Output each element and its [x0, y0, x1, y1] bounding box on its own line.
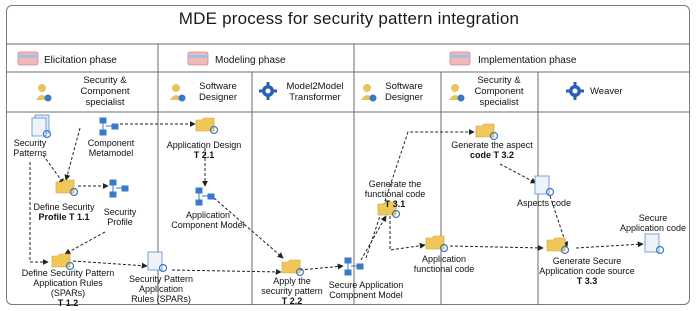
- node-line: Application code: [620, 223, 687, 233]
- node-line: Secure Application: [328, 280, 404, 290]
- role-line: specialist: [479, 97, 519, 108]
- node-application-functional-code: [412, 254, 476, 274]
- node-line: Application: [185, 210, 231, 220]
- node-generate-functional-code: [358, 179, 432, 209]
- role-model2model-transformer: [278, 81, 352, 103]
- phase-implementation: Implementation phase: [478, 55, 577, 66]
- role-line: Security &: [83, 75, 127, 86]
- node-line: Rules (SPARs): [131, 294, 191, 304]
- node-line: Metamodel: [88, 148, 134, 158]
- phase-elicitation: Elicitation phase: [44, 55, 117, 66]
- node-line: Security Pattern: [128, 274, 194, 284]
- role-line: Component: [474, 86, 524, 97]
- node-application-design: [164, 140, 244, 160]
- role-weaver: Weaver: [590, 86, 623, 97]
- role-line: Software: [199, 81, 237, 92]
- node-line: Component Model: [329, 290, 403, 300]
- node-spars: [124, 274, 198, 304]
- phase-modeling: Modeling phase: [215, 55, 286, 66]
- role-line: specialist: [85, 97, 125, 108]
- node-line: (SPARs): [50, 288, 86, 298]
- node-line: Define Security: [33, 202, 95, 212]
- node-line: Define Security Pattern: [21, 268, 115, 278]
- role-security-component-specialist-2: [464, 75, 534, 108]
- node-line: Component: [87, 138, 135, 148]
- role-software-designer-2: [376, 81, 432, 103]
- node-application-component-model: [168, 210, 248, 230]
- task-id: T 2.2: [281, 296, 303, 306]
- node-secure-application-component-model: [324, 280, 408, 300]
- node-line: Generate the: [368, 179, 422, 189]
- role-line: Security &: [477, 75, 521, 86]
- task-id: T 2.1: [193, 150, 215, 160]
- task-id: T 3.3: [576, 276, 598, 286]
- node-line: Application code source: [539, 266, 635, 276]
- node-define-security-profile: [14, 202, 114, 222]
- role-line: Component: [80, 86, 130, 97]
- node-line: Application Design: [166, 140, 242, 150]
- node-line: functional code: [413, 264, 475, 274]
- node-define-spars: [10, 268, 126, 308]
- node-line: Generate Secure: [552, 256, 622, 266]
- task-id: T 1.2: [57, 298, 79, 308]
- task-id: T 3.1: [384, 199, 406, 209]
- role-line: Designer: [384, 92, 424, 103]
- node-line: Generate the aspect: [451, 140, 533, 150]
- node-line: Application Rules: [33, 278, 103, 288]
- role-line: Model2Model: [286, 81, 344, 92]
- node-apply-security-pattern: [256, 276, 328, 306]
- task-id: code T 3.2: [469, 150, 514, 160]
- node-line: Security: [13, 138, 47, 148]
- node-secure-application-code: [620, 213, 686, 233]
- role-line: Transformer: [289, 92, 341, 103]
- node-line: Apply the: [273, 276, 311, 286]
- node-line: Secure: [638, 213, 668, 223]
- node-generate-aspect-code: [448, 140, 536, 160]
- node-line: Application: [421, 254, 467, 264]
- node-aspects-code: Aspects code: [516, 198, 572, 208]
- role-line: Designer: [198, 92, 238, 103]
- node-line: Patterns: [13, 148, 47, 158]
- node-line: functional code: [364, 189, 426, 199]
- role-line: Software: [385, 81, 423, 92]
- diagram-title: MDE process for security pattern integration: [178, 9, 520, 28]
- node-line: Application: [138, 284, 184, 294]
- node-line: security pattern: [261, 286, 323, 296]
- node-security-profile: [100, 207, 140, 227]
- node-line: Security: [103, 207, 137, 217]
- node-line: Component Model: [171, 220, 245, 230]
- node-security-patterns: [10, 138, 50, 158]
- role-security-component-specialist-1: [70, 75, 140, 108]
- task-id: Profile T 1.1: [38, 212, 90, 222]
- node-line: Profile: [107, 217, 133, 227]
- node-component-metamodel: [86, 138, 136, 158]
- node-generate-secure-code: [534, 256, 640, 286]
- role-software-designer-1: [190, 81, 246, 103]
